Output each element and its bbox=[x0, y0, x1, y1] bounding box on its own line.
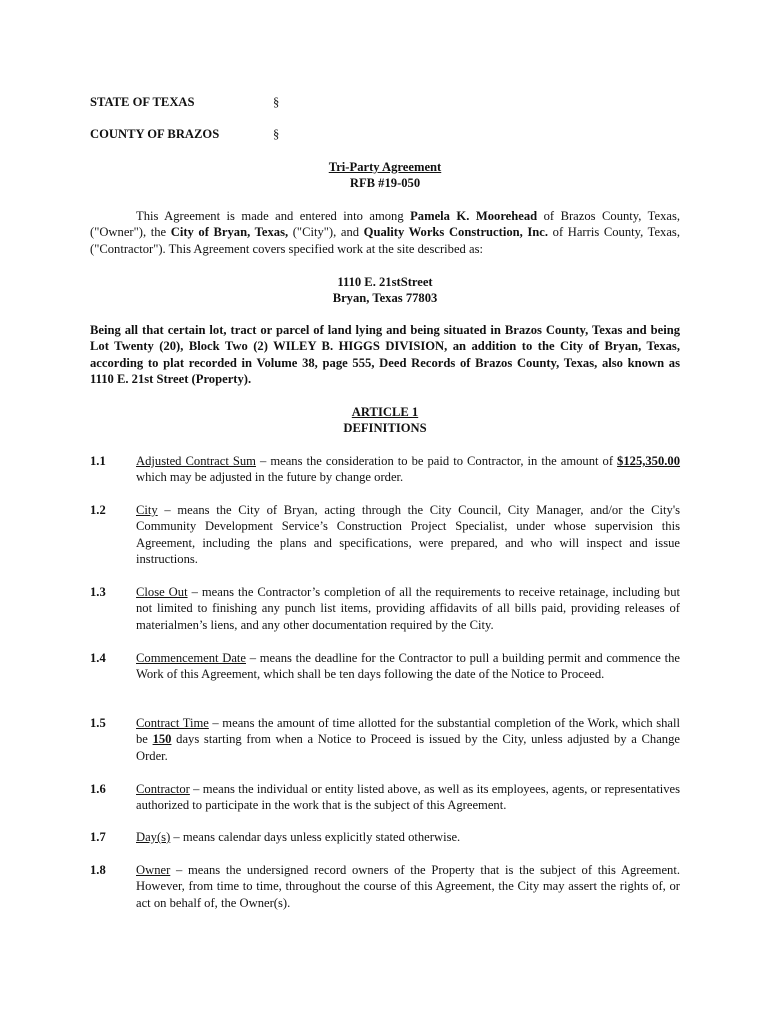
owner-name: Pamela K. Moorehead bbox=[410, 209, 538, 223]
state-label: STATE OF TEXAS bbox=[90, 95, 195, 109]
intro-text-2: of Brazos County, Texas, ("Owner"), the bbox=[90, 209, 681, 240]
contract-days: 150 bbox=[152, 732, 172, 747]
definition-term: Day(s) bbox=[136, 830, 171, 844]
definition-desc: – means the individual or entity listed above, as well as its employees, agents, or representatives authorized to participate in the work that is the subject of this Agreement. bbox=[136, 782, 680, 813]
city-name: City of Bryan, Texas, bbox=[170, 225, 289, 240]
legal-description: Being all that certain lot, tract or parcel of land lying and being situated in Brazos County, Texas and being Lot Twenty (20), Block Two (2) WILEY B. HIGGS DIVISION, an addition to the City of Bryan, Texas, according to plat recorded in Volume 38, page 555, Deed Records of Brazos County, Texas, also known as 1110 E. 21st Street (Property). bbox=[90, 323, 680, 387]
section-symbol-county: § bbox=[273, 127, 280, 141]
definition-desc: – means the consideration to be paid to Contractor, in the amount of bbox=[255, 454, 618, 468]
address-line-1: 1110 E. 21stStreet bbox=[337, 275, 433, 289]
definition-text bbox=[136, 862, 680, 911]
definition-text bbox=[136, 829, 680, 845]
definition-number: 1.2 bbox=[90, 503, 106, 517]
intro-text-3: ("City"), and bbox=[288, 225, 364, 240]
article-heading bbox=[90, 404, 680, 437]
definition-number: 1.7 bbox=[90, 830, 106, 844]
definition-text bbox=[136, 584, 680, 633]
definition-number: 1.5 bbox=[90, 716, 106, 730]
definition-number: 1.4 bbox=[90, 651, 106, 665]
definition-text bbox=[136, 453, 680, 486]
county-label: COUNTY OF BRAZOS bbox=[90, 127, 220, 141]
definition-desc: – means calendar days unless explicitly stated otherwise. bbox=[170, 830, 461, 844]
definition-term: City bbox=[136, 503, 158, 517]
title-line-1: Tri-Party Agreement bbox=[328, 160, 442, 174]
definition-desc: – means the City of Bryan, acting through the City Council, City Manager, and/or the City's Community Development Service’s Construction Project Specialist, under whose supervision this Agreement, including the plans and specifications, were prepared, and who will inspect and issue instructions. bbox=[136, 503, 680, 567]
definition-term: Commencement Date bbox=[136, 651, 247, 665]
document-title bbox=[90, 159, 680, 192]
definition-desc: – means the deadline for the Contractor to pull a building permit and commence the Work of this Agreement, which shall be ten days following the date of the Notice to Proceed. bbox=[136, 651, 680, 682]
article-subtitle: DEFINITIONS bbox=[343, 421, 427, 436]
property-address bbox=[90, 274, 680, 307]
definition-text bbox=[136, 715, 680, 764]
definition-number: 1.8 bbox=[90, 863, 106, 877]
definition-text bbox=[136, 502, 680, 568]
intro-text-4: of Harris County, Texas, ("Contractor"). This Agreement covers specified work at the site described as: bbox=[90, 225, 680, 256]
definition-number: 1.6 bbox=[90, 782, 106, 796]
definition-number: 1.1 bbox=[90, 454, 106, 468]
definition-text bbox=[136, 650, 680, 683]
address-line-2: Bryan, Texas 77803 bbox=[332, 291, 438, 306]
definition-desc: – means the undersigned record owners of the Property that is the subject of this Agreement. However, from time to time, throughout the course of this Agreement, the City may assert the rights of, or act on behalf of, the Owner(s). bbox=[136, 863, 680, 910]
section-symbol-state: § bbox=[273, 95, 280, 109]
definition-number: 1.3 bbox=[90, 585, 106, 599]
article-title: ARTICLE 1 bbox=[351, 405, 419, 419]
definition-desc: – means the Contractor’s completion of all the requirements to receive retainage, including but not limited to finishing any punch list items, providing affidavits of all bills paid, providing releases of materialmen’s liens, and any other documentation required by the City. bbox=[136, 585, 680, 632]
definition-term: Owner bbox=[136, 863, 171, 877]
definition-desc-end: days starting from when a Notice to Proceed is issued by the City, unless adjusted by a Change Order. bbox=[136, 732, 680, 763]
definition-text bbox=[136, 781, 680, 814]
definition-desc: – means the amount of time allotted for the substantial completion of the Work, which shall be bbox=[136, 716, 680, 747]
definition-term: Contract Time bbox=[136, 716, 209, 730]
intro-text-1: This Agreement is made and entered into among bbox=[136, 209, 411, 223]
definition-term: Close Out bbox=[136, 585, 188, 599]
definition-term: Adjusted Contract Sum bbox=[136, 454, 256, 468]
title-line-2: RFB #19-050 bbox=[349, 176, 421, 191]
definition-term: Contractor bbox=[136, 782, 190, 796]
intro-paragraph bbox=[90, 208, 680, 257]
contract-amount: $125,350.00 bbox=[617, 454, 681, 468]
definition-desc-end: which may be adjusted in the future by change order. bbox=[136, 470, 404, 485]
contractor-name: Quality Works Construction, Inc. bbox=[363, 225, 549, 240]
